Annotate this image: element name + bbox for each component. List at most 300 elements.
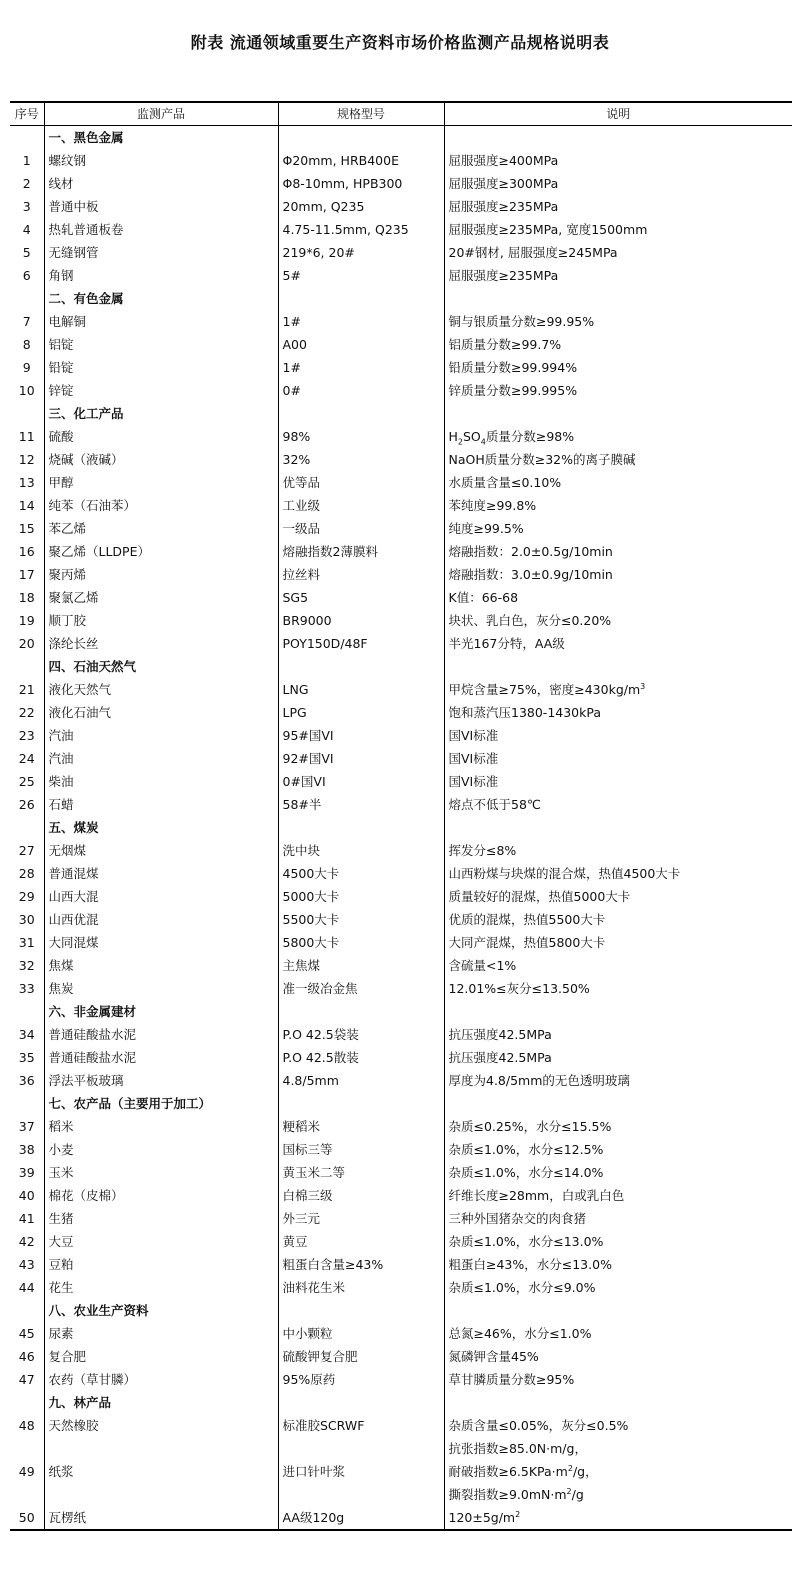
table-row <box>10 1322 792 1345</box>
category-no-cell <box>10 1092 44 1115</box>
product-desc: 杂质≤0.25%，水分≤15.5% <box>444 1115 792 1138</box>
product-spec: 0# <box>278 379 444 402</box>
product-spec: 国标三等 <box>278 1138 444 1161</box>
product-spec: LPG <box>278 701 444 724</box>
product-name: 电解铜 <box>44 310 278 333</box>
row-number: 50 <box>10 1506 44 1530</box>
row-number: 3 <box>22 199 31 214</box>
product-spec: 标准胶SCRWF <box>278 1414 444 1437</box>
product-spec: 主焦煤 <box>278 954 444 977</box>
category-desc-cell <box>444 816 792 839</box>
row-number: 18 <box>18 590 35 605</box>
row-number: 17 <box>18 567 35 582</box>
table-row <box>10 1253 792 1276</box>
table-row <box>10 1506 792 1530</box>
row-number: 41 <box>18 1211 35 1226</box>
product-name: 浮法平板玻璃 <box>44 1069 278 1092</box>
product-desc: K值：66-68 <box>444 586 792 609</box>
category-label: 三、化工产品 <box>44 402 278 425</box>
product-name: 普通硅酸盐水泥 <box>44 1046 278 1069</box>
category-row <box>10 1299 792 1322</box>
table-row <box>10 1207 792 1230</box>
row-number: 28 <box>18 866 35 881</box>
table-row <box>10 1069 792 1092</box>
product-spec: 4500大卡 <box>278 862 444 885</box>
product-spec: 5000大卡 <box>278 885 444 908</box>
product-spec: 粗蛋白含量≥43% <box>278 1253 444 1276</box>
table-row <box>10 241 792 264</box>
product-desc: 厚度为4.8/5mm的无色透明玻璃 <box>444 1069 792 1092</box>
table-row <box>10 954 792 977</box>
product-desc: $120\pm 5g/m^2$ <box>444 1506 792 1530</box>
table-row <box>10 586 792 609</box>
table-header-row <box>10 102 792 126</box>
product-desc: 20#钢材, 屈服强度≥245MPa <box>444 241 792 264</box>
category-desc-cell <box>444 1299 792 1322</box>
product-name: 石蜡 <box>44 793 278 816</box>
product-spec: 98% <box>278 425 444 448</box>
category-spec-cell <box>278 1092 444 1115</box>
product-spec: 黄豆 <box>278 1230 444 1253</box>
product-name: 汽油 <box>44 724 278 747</box>
product-desc: 杂质≤1.0%，水分≤12.5% <box>444 1138 792 1161</box>
product-desc: 挥发分≤8% <box>444 839 792 862</box>
product-name: 山西优混 <box>44 908 278 931</box>
product-desc: 杂质含量≤0.05%，灰分≤0.5% <box>444 1414 792 1437</box>
product-name: 螺纹钢 <box>44 149 278 172</box>
table-row <box>10 701 792 724</box>
product-name: 稻米 <box>44 1115 278 1138</box>
product-desc: 杂质≤1.0%，水分≤13.0% <box>444 1230 792 1253</box>
product-name: 聚乙烯（LLDPE） <box>44 540 278 563</box>
product-spec: 32% <box>278 448 444 471</box>
product-spec: P.O 42.5袋装 <box>278 1023 444 1046</box>
product-spec: 洗中块 <box>278 839 444 862</box>
row-number: 13 <box>18 475 35 490</box>
table-row <box>10 448 792 471</box>
product-desc: 质量较好的混煤，热值5000大卡 <box>444 885 792 908</box>
product-spec: SG5 <box>278 586 444 609</box>
table-row <box>10 425 792 448</box>
row-number: 31 <box>18 935 35 950</box>
table-row <box>10 724 792 747</box>
product-name: 尿素 <box>44 1322 278 1345</box>
product-desc: 粗蛋白≥43%，水分≤13.0% <box>444 1253 792 1276</box>
category-label: 五、煤炭 <box>44 816 278 839</box>
product-spec: 4.75-11.5mm, Q235 <box>278 218 444 241</box>
table-row <box>10 862 792 885</box>
category-row <box>10 1000 792 1023</box>
product-desc: 铜与银质量分数≥99.95% <box>444 310 792 333</box>
product-desc: 苯纯度≥99.8% <box>444 494 792 517</box>
product-spec: 熔融指数2薄膜料 <box>278 540 444 563</box>
product-desc: 大同产混煤，热值5800大卡 <box>444 931 792 954</box>
product-desc: 国VI标准 <box>444 724 792 747</box>
product-spec: P.O 42.5散装 <box>278 1046 444 1069</box>
category-desc-cell <box>444 1092 792 1115</box>
page-title: 附表 流通领域重要生产资料市场价格监测产品规格说明表 <box>190 33 610 52</box>
table-row <box>10 149 792 172</box>
category-spec-cell <box>278 287 444 310</box>
row-number: 27 <box>18 843 35 858</box>
table-row <box>10 839 792 862</box>
product-name: 纸浆 <box>44 1437 278 1506</box>
category-label: 六、非金属建材 <box>44 1000 278 1023</box>
table-row <box>10 885 792 908</box>
category-desc-cell <box>444 402 792 425</box>
product-spec: 工业级 <box>278 494 444 517</box>
product-name: 铝锭 <box>44 333 278 356</box>
product-name: 棉花（皮棉） <box>44 1184 278 1207</box>
product-spec: 4.8/5mm <box>278 1069 444 1092</box>
product-spec: Φ20mm, HRB400E <box>278 149 444 172</box>
table-row <box>10 678 792 701</box>
category-desc-cell <box>444 655 792 678</box>
product-name: 苯乙烯 <box>44 517 278 540</box>
row-number: 21 <box>18 682 35 697</box>
product-desc: 纤维长度≥28mm，白或乳白色 <box>444 1184 792 1207</box>
product-desc: 屈服强度≥235MPa <box>444 264 792 287</box>
table-row <box>10 1414 792 1437</box>
product-spec: 95%原药 <box>278 1368 444 1391</box>
category-desc-cell <box>444 1391 792 1414</box>
row-number: 14 <box>18 498 35 513</box>
product-name: 大豆 <box>44 1230 278 1253</box>
row-number: 45 <box>18 1326 35 1341</box>
product-name: 无缝钢管 <box>44 241 278 264</box>
header-product: 监测产品 <box>44 102 278 126</box>
table-row <box>10 356 792 379</box>
product-desc: 三种外国猪杂交的肉食猪 <box>444 1207 792 1230</box>
product-desc: 纯度≥99.5% <box>444 517 792 540</box>
product-desc: NaOH质量分数≥32%的离子膜碱 <box>444 448 792 471</box>
product-name: 烧碱（液碱） <box>44 448 278 471</box>
product-desc: 草甘膦质量分数≥95% <box>444 1368 792 1391</box>
product-spec: 粳稻米 <box>278 1115 444 1138</box>
category-spec-cell <box>278 1391 444 1414</box>
table-row <box>10 931 792 954</box>
row-number: 10 <box>18 383 35 398</box>
category-row <box>10 655 792 678</box>
product-spec: 1# <box>278 310 444 333</box>
table-row <box>10 977 792 1000</box>
category-row <box>10 126 792 150</box>
product-desc: 饱和蒸汽压1380-1430kPa <box>444 701 792 724</box>
row-number: 48 <box>18 1418 35 1433</box>
category-desc-cell <box>444 287 792 310</box>
product-spec: 拉丝料 <box>278 563 444 586</box>
product-desc: 12.01%≤灰分≤13.50% <box>444 977 792 1000</box>
row-number: 35 <box>18 1050 35 1065</box>
table-row <box>10 195 792 218</box>
product-name: 焦煤 <box>44 954 278 977</box>
product-spec: 中小颗粒 <box>278 1322 444 1345</box>
row-number: 16 <box>18 544 35 559</box>
row-number: 43 <box>18 1257 35 1272</box>
product-name: 天然橡胶 <box>44 1414 278 1437</box>
product-spec: 一级品 <box>278 517 444 540</box>
category-desc-cell <box>444 126 792 150</box>
table-row <box>10 172 792 195</box>
product-desc: 铝质量分数≥99.7% <box>444 333 792 356</box>
product-desc: 屈服强度≥235MPa, 宽度1500mm <box>444 218 792 241</box>
category-row <box>10 816 792 839</box>
category-no-cell <box>10 402 44 425</box>
product-spec: 硫酸钾复合肥 <box>278 1345 444 1368</box>
row-number: 30 <box>18 912 35 927</box>
product-name: 角钢 <box>44 264 278 287</box>
row-number: 42 <box>18 1234 35 1249</box>
product-spec: 1# <box>278 356 444 379</box>
table-row <box>10 770 792 793</box>
product-name: 复合肥 <box>44 1345 278 1368</box>
product-desc: 杂质≤1.0%，水分≤9.0% <box>444 1276 792 1299</box>
product-desc: $H_2SO_4$质量分数≥98% <box>444 425 792 448</box>
category-label: 八、农业生产资料 <box>44 1299 278 1322</box>
table-row <box>10 333 792 356</box>
product-desc: 山西粉煤与块煤的混合煤，热值4500大卡 <box>444 862 792 885</box>
category-row <box>10 1092 792 1115</box>
product-name: 花生 <box>44 1276 278 1299</box>
product-spec: 白棉三级 <box>278 1184 444 1207</box>
table-row <box>10 908 792 931</box>
row-number: 9 <box>22 360 31 375</box>
product-desc: 熔点不低于58℃ <box>444 793 792 816</box>
row-number: 24 <box>18 751 35 766</box>
table-row <box>10 632 792 655</box>
product-desc: 甲烷含量≥75%，密度$\ge 430kg/m^3$ <box>444 678 792 701</box>
product-name: 豆粕 <box>44 1253 278 1276</box>
category-row <box>10 1391 792 1414</box>
table-row <box>10 218 792 241</box>
product-desc: 水质量含量≤0.10% <box>444 471 792 494</box>
product-name: 液化天然气 <box>44 678 278 701</box>
row-number: 49 <box>18 1464 35 1479</box>
product-desc: 总氮≥46%，水分≤1.0% <box>444 1322 792 1345</box>
product-name: 热轧普通板卷 <box>44 218 278 241</box>
row-number: 44 <box>18 1280 35 1295</box>
category-spec-cell <box>278 816 444 839</box>
product-spec: 95#国VI <box>278 724 444 747</box>
product-name: 农药（草甘膦） <box>44 1368 278 1391</box>
row-number: 15 <box>18 521 35 536</box>
product-name: 瓦楞纸 <box>44 1506 278 1530</box>
table-row <box>10 1138 792 1161</box>
product-spec: 准一级冶金焦 <box>278 977 444 1000</box>
category-row <box>10 402 792 425</box>
product-spec: 0#国VI <box>278 770 444 793</box>
category-label: 九、林产品 <box>44 1391 278 1414</box>
product-name: 生猪 <box>44 1207 278 1230</box>
category-no-cell <box>10 287 44 310</box>
product-spec: 5# <box>278 264 444 287</box>
product-name: 顺丁胶 <box>44 609 278 632</box>
table-row <box>10 1276 792 1299</box>
row-number: 47 <box>18 1372 35 1387</box>
header-spec: 规格型号 <box>278 102 444 126</box>
category-spec-cell <box>278 1000 444 1023</box>
product-name: 柴油 <box>44 770 278 793</box>
product-desc: 含硫量<1% <box>444 954 792 977</box>
row-number: 25 <box>18 774 35 789</box>
category-label: 二、有色金属 <box>44 287 278 310</box>
product-name: 甲醇 <box>44 471 278 494</box>
row-number: 46 <box>18 1349 35 1364</box>
product-desc: 熔融指数：3.0±0.9g/10min <box>444 563 792 586</box>
product-name: 铅锭 <box>44 356 278 379</box>
table-row <box>10 1023 792 1046</box>
row-number: 2 <box>22 176 31 191</box>
product-desc: 国VI标准 <box>444 747 792 770</box>
category-spec-cell <box>278 402 444 425</box>
table-row <box>10 310 792 333</box>
row-number: 5 <box>22 245 31 260</box>
row-number: 4 <box>22 222 31 237</box>
product-name: 纯苯（石油苯） <box>44 494 278 517</box>
product-spec: 58#半 <box>278 793 444 816</box>
product-spec: POY150D/48F <box>278 632 444 655</box>
product-name: 聚丙烯 <box>44 563 278 586</box>
product-desc: 屈服强度≥300MPa <box>444 172 792 195</box>
row-number: 32 <box>18 958 35 973</box>
product-name: 小麦 <box>44 1138 278 1161</box>
product-name: 无烟煤 <box>44 839 278 862</box>
table-row <box>10 793 792 816</box>
table-row <box>10 1368 792 1391</box>
table-row <box>10 264 792 287</box>
row-number: 7 <box>22 314 31 329</box>
row-number: 1 <box>22 153 31 168</box>
category-no-cell <box>10 655 44 678</box>
category-spec-cell <box>278 655 444 678</box>
product-name: 普通混煤 <box>44 862 278 885</box>
category-no-cell <box>10 126 44 150</box>
product-spec: A00 <box>278 333 444 356</box>
row-number: 11 <box>18 429 35 444</box>
category-no-cell <box>10 816 44 839</box>
product-name: 焦炭 <box>44 977 278 1000</box>
table-row <box>10 1184 792 1207</box>
product-desc: 锌质量分数≥99.995% <box>444 379 792 402</box>
spec-table <box>10 101 792 1531</box>
product-spec: LNG <box>278 678 444 701</box>
table-row <box>10 379 792 402</box>
product-spec: 进口针叶浆 <box>278 1437 444 1506</box>
table-row <box>10 1115 792 1138</box>
table-row <box>10 1161 792 1184</box>
row-number: 34 <box>18 1027 35 1042</box>
category-desc-cell <box>444 1000 792 1023</box>
table-row <box>10 540 792 563</box>
product-name: 玉米 <box>44 1161 278 1184</box>
product-name: 聚氯乙烯 <box>44 586 278 609</box>
row-number: 40 <box>18 1188 35 1203</box>
product-desc: 优质的混煤，热值5500大卡 <box>444 908 792 931</box>
row-number: 33 <box>18 981 35 996</box>
product-spec: 92#国VI <box>278 747 444 770</box>
product-desc: 氮磷钾含量45% <box>444 1345 792 1368</box>
product-spec: AA级120g <box>278 1506 444 1530</box>
product-desc: 屈服强度≥235MPa <box>444 195 792 218</box>
product-name: 涤纶长丝 <box>44 632 278 655</box>
product-spec: 20mm, Q235 <box>278 195 444 218</box>
product-name: 锌锭 <box>44 379 278 402</box>
row-number: 6 <box>22 268 31 283</box>
row-number: 39 <box>18 1165 35 1180</box>
row-number: 19 <box>18 613 35 628</box>
row-number: 8 <box>22 337 31 352</box>
category-no-cell <box>10 1000 44 1023</box>
product-name: 液化石油气 <box>44 701 278 724</box>
product-spec: Φ8-10mm, HPB300 <box>278 172 444 195</box>
product-spec: 优等品 <box>278 471 444 494</box>
product-name: 山西大混 <box>44 885 278 908</box>
product-desc: 块状、乳白色，灰分≤0.20% <box>444 609 792 632</box>
product-desc: 铅质量分数≥99.994% <box>444 356 792 379</box>
row-number: 20 <box>18 636 35 651</box>
table-body <box>10 126 792 1531</box>
product-name: 普通硅酸盐水泥 <box>44 1023 278 1046</box>
table-row <box>10 609 792 632</box>
row-number: 26 <box>18 797 35 812</box>
product-desc: 抗压强度42.5MPa <box>444 1046 792 1069</box>
product-spec: 219*6, 20# <box>278 241 444 264</box>
product-name: 普通中板 <box>44 195 278 218</box>
category-no-cell <box>10 1299 44 1322</box>
product-spec: 黄玉米二等 <box>278 1161 444 1184</box>
row-number: 29 <box>18 889 35 904</box>
row-number: 38 <box>18 1142 35 1157</box>
table-row <box>10 1345 792 1368</box>
product-name: 硫酸 <box>44 425 278 448</box>
row-number: 37 <box>18 1119 35 1134</box>
table-row <box>10 747 792 770</box>
product-spec: BR9000 <box>278 609 444 632</box>
product-spec: 油料花生米 <box>278 1276 444 1299</box>
category-row <box>10 287 792 310</box>
product-desc: 抗张指数≥85.0N·m/g， 耐破指数$\ge 6.5KPa\cdot m^2/g$， 撕裂指数$\ge 9.0mN\cdot m^2/g$ <box>444 1437 792 1506</box>
product-desc: 半光167分特，AA级 <box>444 632 792 655</box>
table-row <box>10 1230 792 1253</box>
product-spec: 5500大卡 <box>278 908 444 931</box>
table-row <box>10 1046 792 1069</box>
row-number: 36 <box>18 1073 35 1088</box>
product-spec: 5800大卡 <box>278 931 444 954</box>
table-row <box>10 563 792 586</box>
table-row <box>10 1437 792 1506</box>
product-desc: 熔融指数：2.0±0.5g/10min <box>444 540 792 563</box>
product-desc: 杂质≤1.0%，水分≤14.0% <box>444 1161 792 1184</box>
category-label: 一、黑色金属 <box>44 126 278 150</box>
product-desc: 抗压强度42.5MPa <box>444 1023 792 1046</box>
table-row <box>10 494 792 517</box>
category-label: 四、石油天然气 <box>44 655 278 678</box>
product-desc: 国VI标准 <box>444 770 792 793</box>
header-no: 序号 <box>10 102 44 126</box>
category-spec-cell <box>278 126 444 150</box>
header-desc: 说明 <box>444 102 792 126</box>
category-label: 七、农产品（主要用于加工） <box>44 1092 278 1115</box>
category-spec-cell <box>278 1299 444 1322</box>
category-no-cell <box>10 1391 44 1414</box>
table-row <box>10 517 792 540</box>
row-number: 22 <box>18 705 35 720</box>
product-desc: 屈服强度≥400MPa <box>444 149 792 172</box>
row-number: 12 <box>18 452 35 467</box>
row-number: 23 <box>18 728 35 743</box>
product-spec: 外三元 <box>278 1207 444 1230</box>
product-name: 大同混煤 <box>44 931 278 954</box>
